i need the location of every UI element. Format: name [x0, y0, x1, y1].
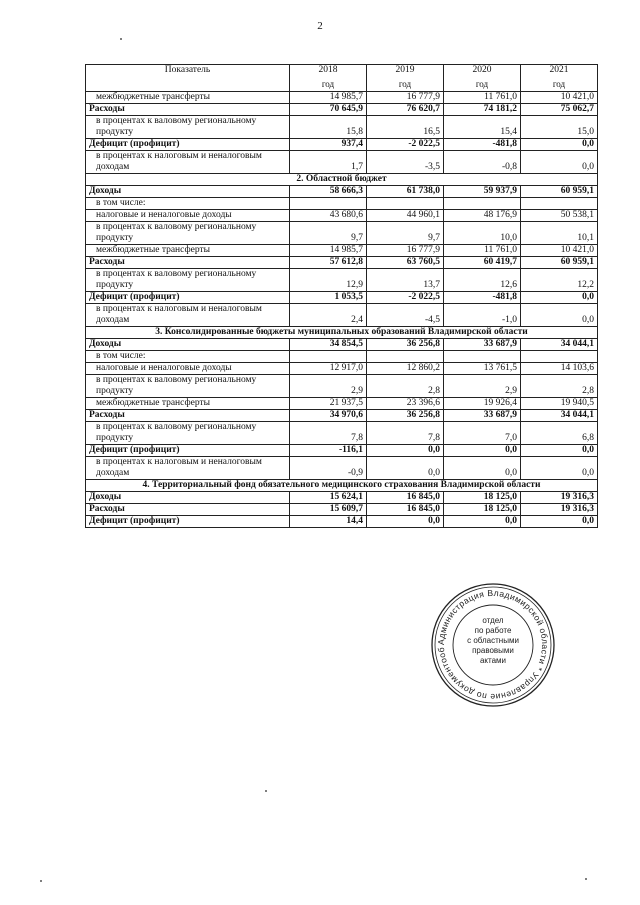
section-header-row — [86, 174, 598, 186]
table-row — [86, 257, 598, 269]
value-cell: 19 316,3 — [521, 504, 598, 516]
value-cell: 34 044,1 — [521, 339, 598, 351]
value-cell: 23 396,6 — [367, 398, 444, 410]
value-cell: 15,8 — [290, 116, 367, 139]
value-cell: 9,7 — [290, 222, 367, 245]
table-row — [86, 292, 598, 304]
value-cell: 0,0 — [521, 516, 598, 528]
value-cell: 60 959,1 — [521, 257, 598, 269]
speck — [40, 880, 42, 882]
table-row — [86, 304, 598, 327]
table-row — [86, 210, 598, 222]
table-row — [86, 410, 598, 422]
value-cell: 34 970,6 — [290, 410, 367, 422]
value-cell — [521, 351, 598, 363]
table-row — [86, 269, 598, 292]
value-cell: -1,0 — [444, 304, 521, 327]
value-cell: -0,9 — [290, 457, 367, 480]
header-year: 2020 год — [444, 65, 521, 92]
value-cell — [367, 351, 444, 363]
value-cell: 1 053,5 — [290, 292, 367, 304]
value-cell: 11 761,0 — [444, 245, 521, 257]
value-cell: -2 022,5 — [367, 292, 444, 304]
table-row — [86, 398, 598, 410]
value-cell: 1,7 — [290, 151, 367, 174]
section-title: 3. Консолидированные бюджеты муниципальных образований Владимирской области — [86, 327, 598, 339]
value-cell: 0,0 — [521, 304, 598, 327]
value-cell: 36 256,8 — [367, 339, 444, 351]
value-cell — [367, 198, 444, 210]
value-cell: 14 985,7 — [290, 245, 367, 257]
value-cell: 0,0 — [444, 457, 521, 480]
value-cell: 48 176,9 — [444, 210, 521, 222]
table-row — [86, 222, 598, 245]
value-cell: 12 917,0 — [290, 363, 367, 375]
table-row — [86, 351, 598, 363]
value-cell: 16,5 — [367, 116, 444, 139]
value-cell: 2,9 — [444, 375, 521, 398]
value-cell: 10 421,0 — [521, 92, 598, 104]
stamp-ring-text: Администрация Владимирской области * Управление по документооб — [435, 587, 551, 703]
table-header — [86, 65, 598, 92]
section-title: 4. Территориальный фонд обязательного медицинского страхования Владимирской области — [86, 480, 598, 492]
row-label: Доходы — [86, 492, 290, 504]
table-row — [86, 504, 598, 516]
table-row — [86, 92, 598, 104]
value-cell: 937,4 — [290, 139, 367, 151]
row-label: в процентах к валовому региональному продукту — [86, 375, 290, 398]
value-cell: -2 022,5 — [367, 139, 444, 151]
row-label: в процентах к валовому региональному продукту — [86, 222, 290, 245]
value-cell: 0,0 — [444, 516, 521, 528]
table-row — [86, 245, 598, 257]
value-cell: 13 761,5 — [444, 363, 521, 375]
table-row — [86, 151, 598, 174]
table-row — [86, 186, 598, 198]
value-cell: 19 316,3 — [521, 492, 598, 504]
value-cell: 36 256,8 — [367, 410, 444, 422]
value-cell: -481,8 — [444, 292, 521, 304]
value-cell: 12,2 — [521, 269, 598, 292]
table-row — [86, 339, 598, 351]
budget-table — [85, 64, 598, 528]
value-cell: 19 940,5 — [521, 398, 598, 410]
row-label: Расходы — [86, 104, 290, 116]
value-cell: 74 181,2 — [444, 104, 521, 116]
section-header-row — [86, 327, 598, 339]
stamp-center-text: отдел по работе с областными правовыми актами — [467, 616, 519, 665]
value-cell: 0,0 — [521, 151, 598, 174]
header-year: 2018 год — [290, 65, 367, 92]
value-cell: 33 687,9 — [444, 339, 521, 351]
value-cell: 2,9 — [290, 375, 367, 398]
value-cell: 0,0 — [521, 445, 598, 457]
value-cell: 14,4 — [290, 516, 367, 528]
value-cell — [521, 198, 598, 210]
value-cell: 2,8 — [521, 375, 598, 398]
table-row — [86, 445, 598, 457]
value-cell: 0,0 — [444, 445, 521, 457]
value-cell: 15,4 — [444, 116, 521, 139]
value-cell: 0,0 — [367, 516, 444, 528]
row-label: в процентах к валовому региональному продукту — [86, 116, 290, 139]
value-cell: 50 538,1 — [521, 210, 598, 222]
value-cell: 7,8 — [367, 422, 444, 445]
table-row — [86, 516, 598, 528]
value-cell: 0,0 — [521, 139, 598, 151]
section-header-row — [86, 480, 598, 492]
row-label: в том числе: — [86, 198, 290, 210]
speck — [265, 790, 267, 792]
value-cell: 60 959,1 — [521, 186, 598, 198]
value-cell: 0,0 — [367, 457, 444, 480]
value-cell: 2,4 — [290, 304, 367, 327]
value-cell: 0,0 — [367, 445, 444, 457]
table-row — [86, 422, 598, 445]
table-row — [86, 363, 598, 375]
value-cell: 12,6 — [444, 269, 521, 292]
value-cell: 7,8 — [290, 422, 367, 445]
row-label: в процентах к налоговым и неналоговым доходам — [86, 304, 290, 327]
row-label: межбюджетные трансферты — [86, 92, 290, 104]
value-cell — [444, 351, 521, 363]
value-cell: 10,0 — [444, 222, 521, 245]
table-row — [86, 104, 598, 116]
value-cell: 59 937,9 — [444, 186, 521, 198]
row-label: Дефицит (профицит) — [86, 139, 290, 151]
value-cell: 15,0 — [521, 116, 598, 139]
value-cell: 11 761,0 — [444, 92, 521, 104]
header-year: 2019 год — [367, 65, 444, 92]
value-cell: -3,5 — [367, 151, 444, 174]
value-cell: 12 860,2 — [367, 363, 444, 375]
value-cell — [290, 351, 367, 363]
value-cell — [290, 198, 367, 210]
row-label: Расходы — [86, 504, 290, 516]
row-label: в том числе: — [86, 351, 290, 363]
value-cell: -116,1 — [290, 445, 367, 457]
table-row — [86, 116, 598, 139]
value-cell: 6,8 — [521, 422, 598, 445]
value-cell: 43 680,6 — [290, 210, 367, 222]
row-label: в процентах к налоговым и неналоговым доходам — [86, 151, 290, 174]
value-cell: 34 854,5 — [290, 339, 367, 351]
official-stamp — [430, 582, 556, 708]
value-cell: 18 125,0 — [444, 504, 521, 516]
header-year: 2021 год — [521, 65, 598, 92]
value-cell: -0,8 — [444, 151, 521, 174]
value-cell: 15 624,1 — [290, 492, 367, 504]
value-cell: 61 738,0 — [367, 186, 444, 198]
value-cell: 16 845,0 — [367, 492, 444, 504]
value-cell: 18 125,0 — [444, 492, 521, 504]
value-cell: 60 419,7 — [444, 257, 521, 269]
value-cell: 13,7 — [367, 269, 444, 292]
value-cell: 16 777,9 — [367, 245, 444, 257]
value-cell: 19 926,4 — [444, 398, 521, 410]
value-cell: 16 777,9 — [367, 92, 444, 104]
value-cell: 2,8 — [367, 375, 444, 398]
row-label: в процентах к валовому региональному продукту — [86, 269, 290, 292]
value-cell: 14 985,7 — [290, 92, 367, 104]
table-row — [86, 139, 598, 151]
row-label: Дефицит (профицит) — [86, 516, 290, 528]
page-number: 2 — [317, 20, 323, 32]
row-label: Дефицит (профицит) — [86, 292, 290, 304]
value-cell: 75 062,7 — [521, 104, 598, 116]
value-cell: 14 103,6 — [521, 363, 598, 375]
row-label: в процентах к валовому региональному продукту — [86, 422, 290, 445]
value-cell: 15 609,7 — [290, 504, 367, 516]
row-label: Доходы — [86, 186, 290, 198]
value-cell: 44 960,1 — [367, 210, 444, 222]
value-cell: 63 760,5 — [367, 257, 444, 269]
row-label: межбюджетные трансферты — [86, 245, 290, 257]
value-cell: 9,7 — [367, 222, 444, 245]
value-cell: 16 845,0 — [367, 504, 444, 516]
value-cell: 70 645,9 — [290, 104, 367, 116]
table-row — [86, 198, 598, 210]
row-label: Расходы — [86, 257, 290, 269]
value-cell: 12,9 — [290, 269, 367, 292]
value-cell: 7,0 — [444, 422, 521, 445]
section-title: 2. Областной бюджет — [86, 174, 598, 186]
row-label: налоговые и неналоговые доходы — [86, 210, 290, 222]
value-cell: -4,5 — [367, 304, 444, 327]
row-label: налоговые и неналоговые доходы — [86, 363, 290, 375]
row-label: межбюджетные трансферты — [86, 398, 290, 410]
value-cell: 33 687,9 — [444, 410, 521, 422]
value-cell: 57 612,8 — [290, 257, 367, 269]
speck — [120, 38, 122, 40]
row-label: Дефицит (профицит) — [86, 445, 290, 457]
value-cell: 76 620,7 — [367, 104, 444, 116]
value-cell: 10,1 — [521, 222, 598, 245]
value-cell: 0,0 — [521, 457, 598, 480]
value-cell: 58 666,3 — [290, 186, 367, 198]
row-label: в процентах к налоговым и неналоговым доходам — [86, 457, 290, 480]
table-row — [86, 375, 598, 398]
value-cell — [444, 198, 521, 210]
value-cell: 0,0 — [521, 292, 598, 304]
table-row — [86, 457, 598, 480]
value-cell: -481,8 — [444, 139, 521, 151]
value-cell: 34 044,1 — [521, 410, 598, 422]
row-label: Доходы — [86, 339, 290, 351]
value-cell: 21 937,5 — [290, 398, 367, 410]
row-label: Расходы — [86, 410, 290, 422]
header-label: Показатель — [86, 65, 290, 92]
value-cell: 10 421,0 — [521, 245, 598, 257]
table-row — [86, 492, 598, 504]
speck — [585, 878, 587, 880]
